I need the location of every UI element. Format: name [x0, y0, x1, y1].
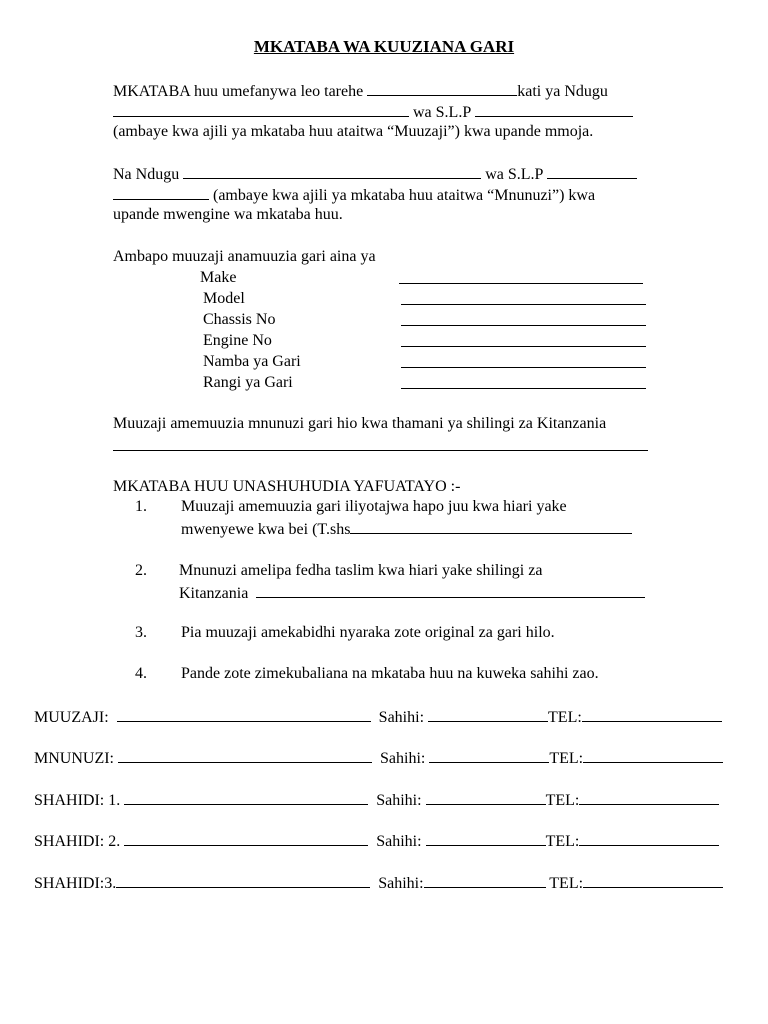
item-1-price-blank[interactable]: [350, 518, 632, 534]
price-blank[interactable]: [113, 435, 648, 451]
sig-row-buyer: [34, 747, 723, 769]
color-blank[interactable]: [401, 373, 646, 389]
intro-line-1: [113, 80, 608, 102]
intro-line-2: [113, 101, 633, 123]
field-blank-make: [399, 268, 643, 290]
field-label-color: Rangi ya Gari: [203, 374, 293, 391]
buyer-slp-blank[interactable]: [547, 163, 637, 179]
sig-tel-label: TEL:: [545, 875, 584, 892]
sig-signature-blank[interactable]: [426, 789, 546, 805]
field-label-chassis: Chassis No: [203, 311, 276, 328]
buyer-label: Na Ndugu: [113, 166, 184, 183]
model-blank[interactable]: [401, 289, 646, 305]
sig-sahihi-label: Sahihi:: [376, 833, 426, 850]
item-1-line2: [181, 518, 632, 540]
intro-text-date: MKATABA huu umefanywa leo tarehe: [113, 83, 368, 100]
item-3-number: 3.: [135, 624, 147, 641]
buyer-description: (ambaye kwa ajili ya mkataba huu ataitwa “Mnunuzi”) kwa: [209, 187, 596, 204]
field-blank-plate: [401, 352, 646, 374]
sig-sahihi-label: Sahihi:: [378, 875, 424, 892]
date-blank[interactable]: [367, 80, 517, 96]
field-blank-model: [401, 289, 646, 311]
plate-blank[interactable]: [401, 352, 646, 368]
sig-tel-label: TEL:: [549, 750, 584, 767]
sig-row-witness-3: [34, 872, 723, 894]
field-blank-color: [401, 373, 646, 395]
item-4-line1: Pande zote zimekubaliana na mkataba huu na kuweka sahihi zao.: [181, 665, 599, 682]
chassis-blank[interactable]: [401, 310, 646, 326]
sig-sahihi-label: Sahihi:: [378, 709, 429, 726]
field-blank-engine: [401, 331, 646, 353]
item-2-line2: [179, 582, 645, 604]
sig-tel-blank[interactable]: [579, 789, 719, 805]
sig-name-blank[interactable]: [117, 706, 371, 722]
buyer-slp-blank-cont[interactable]: [113, 184, 209, 200]
vehicle-heading: Ambapo muuzaji anamuuzia gari aina ya: [113, 248, 376, 265]
field-blank-chassis: [401, 310, 646, 332]
sig-label: MNUNUZI:: [34, 750, 118, 767]
buyer-name-blank[interactable]: [183, 163, 481, 179]
seller-slp-blank[interactable]: [475, 101, 633, 117]
sig-name-blank[interactable]: [124, 789, 368, 805]
sig-tel-label: TEL:: [545, 833, 580, 850]
item-1-line2-text: mwenyewe kwa bei (T.shs: [181, 521, 351, 538]
sig-signature-blank[interactable]: [429, 747, 549, 763]
sig-signature-blank[interactable]: [426, 830, 546, 846]
intro-line-3: (ambaye kwa ajili ya mkataba huu ataitwa “Muuzaji”) kwa upande mmoja.: [113, 123, 594, 140]
item-2-line2-text: Kitanzania: [179, 585, 257, 602]
sig-row-witness-1: [34, 789, 719, 811]
document-title: MKATABA WA KUUZIANA GARI: [253, 37, 515, 56]
sig-signature-blank[interactable]: [424, 872, 546, 888]
sig-label: MUUZAJI:: [34, 709, 117, 726]
buyer-slp-label: wa S.L.P: [481, 166, 547, 183]
sig-tel-blank[interactable]: [579, 830, 719, 846]
item-1-number: 1.: [135, 498, 147, 515]
field-label-model: Model: [203, 290, 245, 307]
sig-label: SHAHIDI:3.: [34, 875, 117, 892]
sig-label: SHAHIDI: 2.: [34, 833, 125, 850]
item-2-number: 2.: [135, 562, 147, 579]
price-text: Muuzaji amemuuzia mnunuzi gari hio kwa thamani ya shilingi za Kitanzania: [113, 415, 607, 432]
make-blank[interactable]: [399, 268, 643, 284]
item-3-line1: Pia muuzaji amekabidhi nyaraka zote original za gari hilo.: [181, 624, 555, 641]
item-4-number: 4.: [135, 665, 147, 682]
sig-name-blank[interactable]: [116, 872, 370, 888]
intro-line-4: [113, 163, 637, 185]
price-blank-line: [113, 435, 648, 457]
sig-row-witness-2: [34, 830, 719, 852]
sig-row-seller: [34, 706, 722, 728]
sig-tel-blank[interactable]: [582, 706, 722, 722]
field-label-engine: Engine No: [203, 332, 272, 349]
sig-name-blank[interactable]: [118, 747, 372, 763]
field-label-plate: Namba ya Gari: [203, 353, 301, 370]
sig-tel-label: TEL:: [548, 709, 582, 726]
intro-line-6: upande mwengine wa mkataba huu.: [113, 206, 343, 223]
sig-tel-blank[interactable]: [583, 872, 723, 888]
field-label-make: Make: [200, 269, 237, 286]
sig-signature-blank[interactable]: [428, 706, 548, 722]
sig-label: SHAHIDI: 1.: [34, 792, 125, 809]
sig-sahihi-label: Sahihi:: [380, 750, 430, 767]
sig-tel-label: TEL:: [545, 792, 580, 809]
intro-text-slp: wa S.L.P: [409, 104, 475, 121]
sig-tel-blank[interactable]: [583, 747, 723, 763]
engine-blank[interactable]: [401, 331, 646, 347]
witness-heading: MKATABA HUU UNASHUHUDIA YAFUATAYO :-: [113, 478, 461, 495]
item-2-line1: Mnunuzi amelipa fedha taslim kwa hiari yake shilingi za: [179, 562, 543, 579]
item-1-line1: Muuzaji amemuuzia gari iliyotajwa hapo juu kwa hiari yake: [181, 498, 567, 515]
sig-sahihi-label: Sahihi:: [376, 792, 426, 809]
seller-name-blank[interactable]: [113, 101, 409, 117]
intro-line-5: [113, 184, 595, 206]
sig-name-blank[interactable]: [124, 830, 368, 846]
item-2-amount-blank[interactable]: [256, 582, 645, 598]
intro-text-between: kati ya Ndugu: [517, 83, 608, 100]
